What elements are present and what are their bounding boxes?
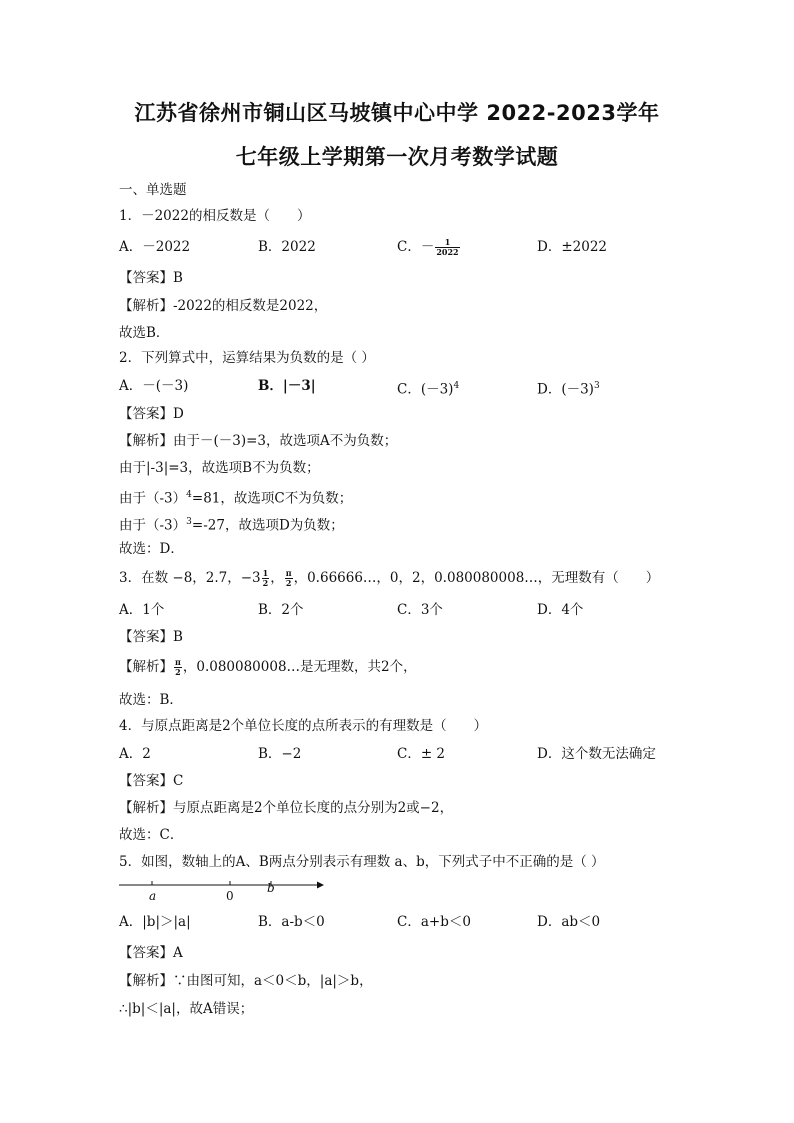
- q2-a3-post: =81，故选项C不为负数；: [191, 490, 353, 507]
- q3-f2-num: π: [285, 568, 292, 578]
- q3-option-a: A．1个: [119, 602, 165, 618]
- q3-fraction-half: [262, 569, 270, 588]
- q3-option-b: B．2个: [258, 602, 304, 618]
- q2-d-base: D．(－3): [537, 381, 594, 398]
- q4-stem: 4．与原点距离是2个单位长度的点所表示的有理数是（ ）: [119, 718, 488, 734]
- q3-answer: 【答案】B: [119, 629, 183, 645]
- q2-analysis-4: [119, 512, 344, 536]
- number-line-figure: [119, 877, 324, 903]
- q5-analysis-2: ∴|b|＜|a|，故A错误；: [119, 1001, 254, 1017]
- q1-option-a: A．－2022: [119, 239, 191, 255]
- q1-answer: 【答案】B: [119, 270, 183, 286]
- q3-af-den: 2: [175, 667, 181, 677]
- q1-option-c-prefix: C．－: [397, 239, 435, 255]
- q1-option-c-fraction: [435, 238, 459, 257]
- q3-stem: [119, 568, 659, 588]
- q2-c-base: C．(－3): [397, 381, 454, 398]
- q3-option-d: D．4个: [537, 602, 584, 618]
- q3-stem-pre: 3．在数 −8，2.7，−3: [119, 570, 261, 586]
- q5-answer: 【答案】A: [119, 945, 183, 961]
- q4-option-c: C．± 2: [397, 746, 446, 762]
- number-line-label-a: a: [149, 889, 157, 903]
- q1-option-c: [397, 237, 461, 257]
- q4-analysis: 【解析】与原点距离是2个单位长度的点分别为2或−2，: [119, 800, 454, 816]
- q5-analysis-1: 【解析】∵由图可知，a＜0＜b，|a|＞b，: [119, 973, 373, 989]
- number-line-label-0: 0: [226, 889, 234, 903]
- q2-answer: 【答案】D: [119, 406, 184, 422]
- q2-analysis-2: 由于|-3|=3，故选项B不为负数；: [119, 460, 320, 476]
- q3-analysis-pre: 【解析】: [119, 659, 173, 675]
- q2-a3-pre: 由于（-3）: [119, 490, 187, 507]
- q5-option-a: A．|b|＞|a|: [119, 914, 191, 930]
- q2-c-exponent: 4: [453, 381, 460, 391]
- q4-option-d: D．这个数无法确定: [537, 746, 656, 762]
- q3-f2-den: 2: [285, 578, 292, 588]
- q5-option-c: C．a+b＜0: [397, 914, 471, 930]
- q2-d-exponent: 3: [593, 381, 600, 391]
- q2-stem: 2．下列算式中，运算结果为负数的是（ ）: [119, 350, 375, 366]
- q3-fraction-pi: [285, 569, 293, 588]
- q3-conclusion: 故选：B．: [119, 692, 183, 708]
- q1-option-b: B．2022: [258, 239, 316, 255]
- q1-c-numerator: 1: [435, 238, 459, 248]
- q2-option-b: B．|－3|: [258, 378, 316, 394]
- q3-f1-num: 1: [262, 568, 269, 578]
- q3-analysis-post: ，0.080080008…是无理数，共2个，: [182, 659, 417, 675]
- q3-analysis-fraction: [174, 658, 182, 677]
- q1-conclusion: 故选B．: [119, 325, 170, 341]
- q2-a4-exp: 3: [186, 517, 192, 527]
- title-line-2: 七年级上学期第一次月考数学试题: [235, 145, 559, 169]
- q2-analysis-3: [119, 485, 352, 509]
- q2-option-a: A．－(－3): [119, 378, 189, 394]
- q2-option-d: [537, 376, 600, 400]
- q1-option-d: D．±2022: [537, 239, 607, 255]
- q3-option-c: C．3个: [397, 602, 443, 618]
- q2-analysis-1: 【解析】由于－(－3)=3，故选项A不为负数；: [119, 433, 398, 449]
- q4-conclusion: 故选：C．: [119, 827, 184, 843]
- q5-option-d: D．ab＜0: [537, 914, 601, 930]
- q4-answer: 【答案】C: [119, 773, 184, 789]
- q3-af-num: π: [175, 657, 181, 667]
- q2-a4-post: =-27，故选项D为负数；: [191, 517, 344, 534]
- title-line-1: 江苏省徐州市铜山区马坡镇中心中学 2022-2023学年: [134, 101, 660, 125]
- q2-option-c: [397, 376, 459, 400]
- q2-conclusion: 故选：D．: [119, 541, 184, 557]
- q3-stem-sep: ，: [270, 570, 284, 586]
- q1-analysis: 【解析】-2022的相反数是2022，: [119, 298, 328, 314]
- section-heading: 一、单选题: [119, 182, 187, 198]
- q5-option-b: B．a-b＜0: [258, 914, 325, 930]
- q3-analysis: [119, 657, 417, 677]
- q5-stem: 5．如图，数轴上的A、B两点分别表示有理数 a、b，下列式子中不正确的是（ ）: [119, 854, 605, 870]
- q4-option-b: B．−2: [258, 746, 302, 762]
- number-line-label-b: b: [267, 881, 275, 895]
- q1-c-denominator: 2022: [436, 247, 459, 257]
- q1-stem: 1．－2022的相反数是（ ）: [119, 208, 311, 224]
- q2-a4-pre: 由于（-3）: [119, 517, 187, 534]
- q3-f1-den: 2: [262, 578, 269, 588]
- q4-option-a: A．2: [119, 746, 151, 762]
- q2-a3-exp: 4: [186, 490, 192, 500]
- number-line-arrow: [317, 882, 324, 889]
- q3-stem-post: ，0.66666…，0，2，0.080080008…，无理数有（ ）: [293, 570, 660, 586]
